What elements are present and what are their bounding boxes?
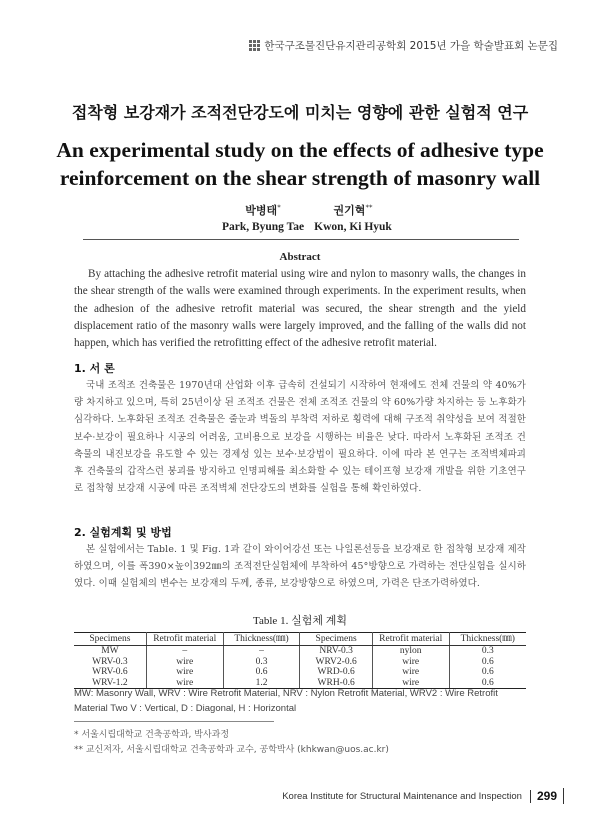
table-caption: Table 1. 실험체 계획	[253, 615, 347, 627]
title-divider	[83, 239, 519, 240]
column-header: Thickness(㎜)	[449, 633, 526, 646]
section-1-text: 국내 조적조 건축물은 1970년대 산업화 이후 급속히 건설되기 시작하여 현재에도 전체 건물의 약 40%가량 차지하고 있으며, 특히 25년이상 된 조적조 건물은 전체 조적조 건물의 약 60%가량 차지하는 등 노후화가 심각하다. 노후화된 조적조 건축물은 줄눈과 벽돌의 부착력 저하로 횡력에 대해 구조적 취약성을 보여 적절한 보수·보강이 필요하나 시공의 어려움, 고비용으로 보강을 시행하는 비율은 낮다. 따라서 노후화된 조적조 건축물의 내진보강을 유도할 수 있는 경제성 있는 보수·보강법이 필요하다. 이에 따라 본 연구는 조적벽체파괴후 건축물의 갑작스런 붕괴를 방지하고 인명피해를 최소화할 수 있는 테이프형 보강재 개발을 위한 기초연구로 접착형 보강재 시공에 따른 조적벽체 전단강도의 변화를 실험을 통해 확인하였다.	[74, 380, 526, 495]
table-cell: 0.6	[223, 667, 300, 678]
abstract-heading: Abstract	[279, 251, 321, 263]
english-title-line-1: An experimental study on the effects of adhesive type	[56, 138, 544, 162]
table-cell: nylon	[372, 646, 449, 657]
table-note: MW: Masonry Wall, WRV : Wire Retrofit Material, NRV : Nylon Retrofit Material, WRV2 : Wire Retrofit Material Two V : Vertical, D : Diagonal, H : Horizontal	[74, 688, 498, 714]
author-2-korean-name: 권기혁	[333, 204, 366, 217]
footnote-divider	[74, 721, 274, 722]
table-cell: 1.2	[223, 678, 300, 689]
author-1-mark: *	[277, 203, 281, 212]
section-1-heading: 1. 서 론	[74, 362, 115, 375]
korean-title: 접착형 보강재가 조적전단강도에 미치는 영향에 관한 실험적 연구	[71, 103, 529, 122]
table-row	[74, 667, 526, 678]
table-cell: –	[146, 646, 223, 657]
table-cell: WRH-0.6	[300, 678, 372, 689]
table-cell: 0.6	[449, 667, 526, 678]
journal-header	[249, 38, 558, 53]
column-header: Specimens	[300, 633, 372, 646]
table-cell: WRD-0.6	[300, 667, 372, 678]
footnote-1: * 서울시립대학교 건축공학과, 박사과정	[74, 730, 230, 740]
table-cell: wire	[372, 667, 449, 678]
table-row	[74, 657, 526, 668]
english-title	[0, 136, 600, 192]
table-cell: 0.6	[449, 657, 526, 668]
footer-end-bar	[563, 788, 564, 804]
table-cell: –	[223, 646, 300, 657]
table-cell: MW	[74, 646, 146, 657]
english-title-line-2: reinforcement on the shear strength of masonry wall	[59, 166, 541, 190]
author-1-english-name: Park, Byung Tae	[221, 221, 305, 233]
table-cell: wire	[372, 678, 449, 689]
table-cell: WRV-0.3	[74, 657, 146, 668]
author-2-english-name: Kwon, Ki Hyuk	[314, 221, 392, 233]
table-row	[74, 646, 526, 657]
column-header: Specimens	[74, 633, 146, 646]
column-header: Thickness(㎜)	[223, 633, 300, 646]
table-header-row	[74, 633, 526, 646]
section-2-text: 본 실험에서는 Table. 1 및 Fig. 1과 같이 와이어강선 또는 나일론선등을 보강재로 한 접착형 보강재 제작하였으며, 이를 폭390×높이392㎜의 조적전단실험체에 부착하여 45°방향으로 가력하는 전단실험을 실시하였다. 이때 실험체의 변수는 보강재의 두께, 종류, 보강방향으로 하였으며, 가력은 단조가력하였다.	[74, 544, 526, 590]
table-cell: wire	[146, 678, 223, 689]
header-dots-icon	[249, 40, 260, 51]
table-cell: wire	[146, 667, 223, 678]
journal-name: 한국구조물진단유지관리공학회 2015년 가을 학술발표회 논문집	[264, 40, 558, 52]
abstract-text: By attaching the adhesive retrofit material using wire and nylon to masonry walls, the changes in the shear strength of the walls were examined through experiments. In the experiment results, when the adhesion of the adhesive retrofit material was secured, the shear strength and the yield displacement ratio of the masonry walls were largely improved, and the falling of the walls did not happen, which has verified the retrofitting effect of the adhesive retrofit material.	[74, 268, 526, 350]
page-footer	[282, 788, 564, 804]
table-cell: WRV2-0.6	[300, 657, 372, 668]
table-cell: wire	[372, 657, 449, 668]
table-cell: NRV-0.3	[300, 646, 372, 657]
footer-separator	[530, 790, 531, 803]
footnote-2: ** 교신저자, 서울시립대학교 건축공학과 교수, 공학박사 (khkwan@uos.ac.kr)	[74, 745, 389, 755]
column-header: Retrofit material	[146, 633, 223, 646]
author-2	[306, 202, 400, 233]
specimen-table	[74, 632, 526, 689]
section-2-heading: 2. 실험계획 및 방법	[74, 526, 172, 539]
table-cell: 0.6	[449, 678, 526, 689]
page-number: 299	[536, 789, 557, 803]
table-cell: WRV-0.6	[74, 667, 146, 678]
column-header: Retrofit material	[372, 633, 449, 646]
table-cell: WRV-1.2	[74, 678, 146, 689]
author-2-mark: **	[365, 203, 373, 212]
author-1-korean-name: 박병태	[245, 204, 278, 217]
table-cell: 0.3	[223, 657, 300, 668]
author-1	[218, 202, 308, 233]
table-cell: wire	[146, 657, 223, 668]
footer-institute: Korea Institute for Structural Maintenance and Inspection	[282, 790, 522, 802]
table-cell: 0.3	[449, 646, 526, 657]
